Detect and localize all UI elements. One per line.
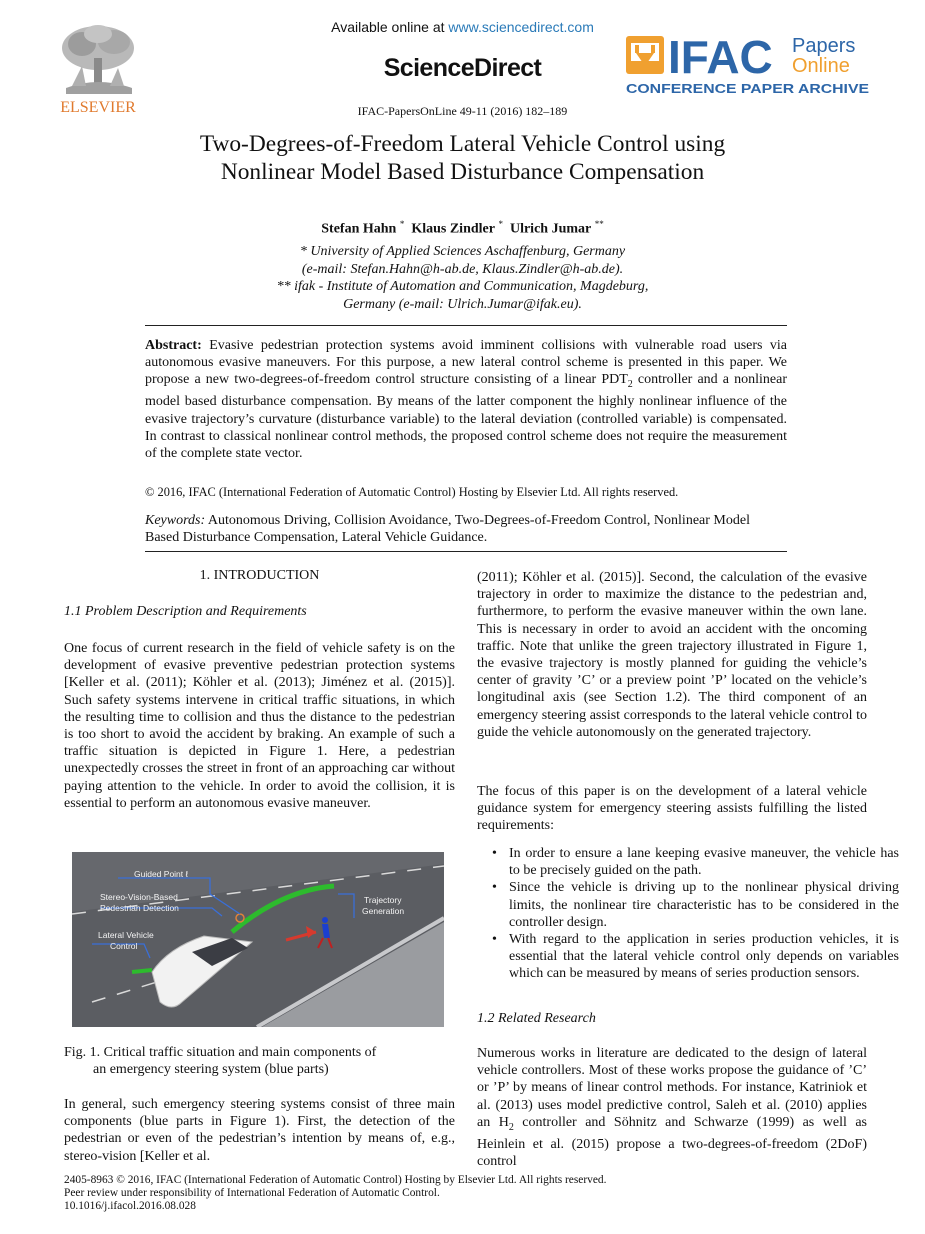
caption-line: an emergency steering system (blue parts) <box>93 1062 329 1078</box>
ifac-emblem-icon <box>626 36 664 74</box>
figure-label-lateral-1: Lateral Vehicle <box>98 930 154 940</box>
available-prefix: Available online at <box>331 19 449 35</box>
author-mark: * <box>399 219 405 229</box>
copyright-line: © 2016, IFAC (International Federation of Automatic Control) Hosting by Elsevier Ltd. All rights reserved. <box>145 485 679 499</box>
author-name: Stefan Hahn <box>321 221 397 237</box>
subsection-heading-related: 1.2 Related Research <box>477 1011 596 1026</box>
affiliation-line: ** ifak - Institute of Automation and Communication, Magdeburg, <box>276 279 649 294</box>
figure-label-trajectory-2: Generation <box>362 906 405 916</box>
requirements-list <box>477 845 899 983</box>
author-name: Ulrich Jumar <box>509 221 592 237</box>
author-name: Klaus Zindler <box>411 221 495 237</box>
abstract-text-b: controller and a nonlinear model based disturbance compensation. By means of the latter component the highly nonlinear influence of the evasive trajectory’s curvature (disturbance variable) to the lateral deviation (controlled variable) is compensated. In contrast to classical nonlinear control methods, the proposed control scheme does not require the measurement of the complete state vector. <box>145 372 788 462</box>
divider-top <box>145 325 787 326</box>
footer-issn-line: 2405-8963 © 2016, IFAC (International Federation of Automatic Control) Hosting by Elsevier Ltd. All rights reserved. <box>64 1174 607 1186</box>
caption-line: Fig. 1. Critical traffic situation and main components of <box>64 1045 377 1060</box>
authors-line <box>0 219 925 238</box>
ifac-online: Online <box>792 55 850 77</box>
abstract-text-a: Evasive pedestrian protection systems avoid imminent collisions with vulnerable road users via autonomous evasive maneuvers. For this purpose, a new lateral control scheme is presented in this paper. We propose a new two-degrees-of-freedom control structure consisting of a linear PDT <box>145 338 787 388</box>
figure-label-guided-point: Guided Point ℓ <box>134 869 189 879</box>
section-heading-introduction: 1. INTRODUCTION <box>199 568 320 583</box>
list-item: • With regard to the application in series production vehicles, it is essential that the lateral vehicle control only depends on variables which can be measured by means of series production sensors. <box>509 931 899 983</box>
related-text-a: Numerous works in literature are dedicated to the design of lateral vehicle controllers. Most of these works propose the guidance of ’C’ or ’P’ by means of linear control methods. For instance, Katriniok et al. (2013) uses model predictive control, Saleh et al. (2010) applies an H <box>477 1046 867 1130</box>
figure-1-caption <box>64 1044 455 1078</box>
trajectory-start <box>132 970 152 972</box>
list-item: • In order to ensure a lane keeping evasive maneuver, the vehicle has to be precisely guided on the path. <box>509 845 899 879</box>
paper-title: Two-Degrees-of-Freedom Lateral Vehicle Control using Nonlinear Model Based Disturbance Compensation <box>199 131 726 185</box>
subsection-heading-problem: 1.1 Problem Description and Requirements <box>64 604 307 619</box>
affiliation-line: Germany (e-mail: Ulrich.Jumar@ifak.eu). <box>343 296 582 312</box>
figure-label-lateral-2: Control <box>110 941 138 951</box>
abstract-subscript: 2 <box>627 379 633 391</box>
divider-bottom <box>145 551 787 552</box>
footer-review-line: Peer review under responsibility of International Federation of Automatic Control. <box>64 1187 440 1200</box>
right-paragraph-1: (2011); Köhler et al. (2015)]. Second, the calculation of the evasive trajectory in order to maximize the distance to the pedestrian and, furthermore, to perform the evasive maneuver within the own lane. This is necessary in order to avoid an accident with the oncoming traffic. Note that unlike the green trajectory illustrated in Figure 1, the evasive trajectory is mostly planned for guiding the vehicle’s center of gravity ’C’ or a preview point ’P’ located on the vehicle’s longitudinal axis (see Section 1.2). The third component of an emergency steering assist corresponds to the lateral vehicle control to guide the vehicle autonomously on the generated trajectory. <box>477 570 867 740</box>
keywords-label: Keywords: <box>145 513 206 528</box>
list-item: • Since the vehicle is driving up to the nonlinear physical driving limits, the nonlinear tire characteristic has to be considered in the controller design. <box>509 879 899 931</box>
related-text-b: controller and Söhnitz and Schwarze (1999) as well as Heinlein et al. (2015) propose a two-degrees-of-freedom (2DoF) control <box>477 1114 867 1170</box>
elsevier-label: ELSEVIER <box>60 99 136 116</box>
ifac-mark: IFAC <box>668 33 773 83</box>
abstract-label: Abstract: <box>145 338 202 353</box>
figure-label-trajectory-1: Trajectory <box>364 895 402 905</box>
related-subscript: 2 <box>508 1121 514 1133</box>
keywords-text: Autonomous Driving, Collision Avoidance, Two-Degrees-of-Freedom Control, Nonlinear Model Based Disturbance Compensation, Lateral Vehicle Guidance. <box>145 513 750 546</box>
author-mark: ** <box>594 219 604 229</box>
right-paragraph-2: The focus of this paper is on the development of a lateral vehicle guidance system for emergency steering assists fulfilling the listed requirements: <box>477 784 867 834</box>
affiliation-line: * University of Applied Sciences Aschaffenburg, Germany <box>299 244 626 259</box>
journal-reference: IFAC-PapersOnLine 49-11 (2016) 182–189 <box>357 104 568 118</box>
affiliation-line: (e-mail: Stefan.Hahn@h-ab.de, Klaus.Zindler@h-ab.de). <box>301 261 624 277</box>
affiliations <box>160 243 765 313</box>
footer-doi[interactable]: 10.1016/j.ifacol.2016.08.028 <box>64 1200 196 1213</box>
keywords <box>145 512 787 546</box>
figure-label-stereo-2: Pedestrian Detection <box>100 903 179 913</box>
right-paragraph-3 <box>477 1045 867 1170</box>
abstract <box>145 337 787 462</box>
figure-1-traffic-scene <box>72 852 444 1027</box>
page-footer <box>64 1174 867 1214</box>
ifac-papersonline-logo <box>626 33 871 99</box>
intro-paragraph-1: One focus of current research in the field of vehicle safety is on the development of evasive preventive pedestrian protection systems [Keller et al. (2011); Köhler et al. (2013); Jiménez et al. (2015)]. Such safety systems intervene in critical traffic situations, in which the resulting time to collision and thus the distance to the pedestrian is too short to avoid the accident by braking. An example of such a traffic situation is depicted in Figure 1. Here, a pedestrian unexpectedly crosses the street in front of an approaching car without paying attention to the vehicle. In order to avoid the collision, it is essential to perform an autonomous evasive maneuver. <box>64 641 455 811</box>
ifac-archive: CONFERENCE PAPER ARCHIVE <box>626 81 870 96</box>
figure-label-stereo-1: Stereo-Vision-Based <box>100 892 178 902</box>
sciencedirect-wordmark: ScienceDirect <box>383 54 542 82</box>
author-mark: * <box>498 219 503 229</box>
ifac-papers: Papers <box>792 35 856 57</box>
intro-paragraph-2: In general, such emergency steering systems consist of three main components (blue parts in Figure 1). First, the detection of the pedestrian or even of the pedestrian’s intention by means of, e.g., stereo-vision [Keller et al. <box>64 1097 455 1164</box>
sciencedirect-link[interactable]: www.sciencedirect.com <box>448 19 594 35</box>
